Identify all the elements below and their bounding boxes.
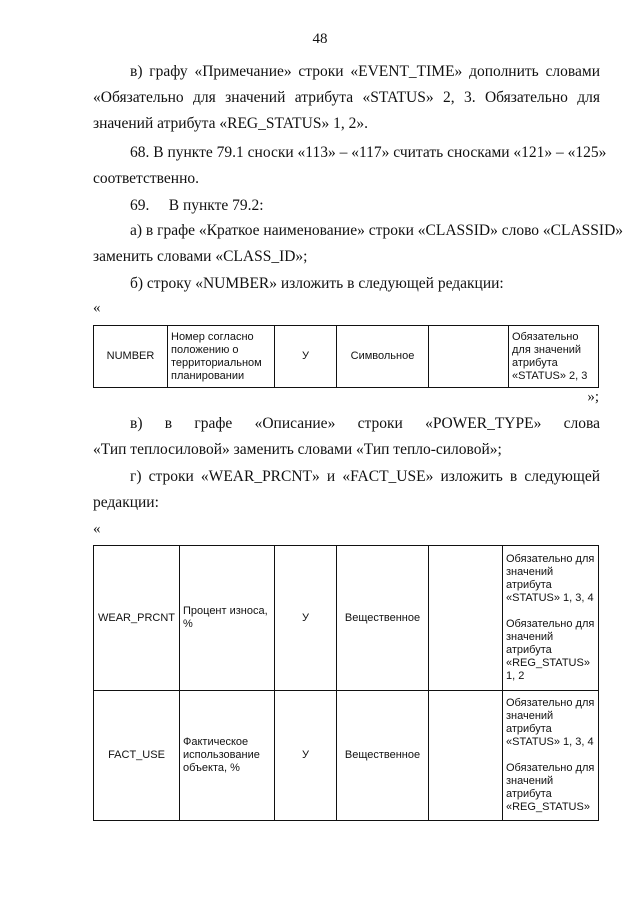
cell-required: У [275,691,337,821]
cell-type: Вещественное [337,546,429,691]
paragraph-v-event-time [93,59,600,137]
cell-name: WEAR_PRCNT [94,546,180,691]
paragraph-line: соответственно. [93,170,199,187]
cell-extra [429,691,503,821]
paragraph-g-wear-fact [93,464,600,516]
cell-extra [429,326,509,388]
table-row [94,691,599,821]
note-reg-status: Обязательно для значений атрибута «REG_STATUS» 1, 2 [506,618,595,682]
opening-quote: « [93,521,101,537]
cell-type: Символьное [337,326,429,388]
paragraph-line: 69. В пункте 79.2: [130,197,264,214]
paragraph-line: в) графу «Примечание» строки «EVENT_TIME» дополнить словами [130,63,600,80]
paragraph-b-number [93,271,600,297]
page-number: 48 [312,31,328,47]
paragraph-69 [93,193,600,219]
paragraph-line: «Тип теплосиловой» заменить словами «Тип тепло-силовой»; [93,441,502,458]
opening-quote: « [93,300,101,316]
paragraph-line: «Обязательно для значений атрибута «STATUS» 2, 3. Обязательно для [93,89,600,106]
cell-name: FACT_USE [94,691,180,821]
table-row [94,326,599,388]
note-reg-status: Обязательно для значений атрибута «REG_STATUS» [506,762,595,813]
cell-name: NUMBER [94,326,168,388]
cell-required: У [275,546,337,691]
note-status: Обязательно для значений атрибута «STATUS» 1, 3, 4 [506,697,595,748]
paragraph-a-classid [93,218,624,270]
paragraph-68 [93,140,607,192]
cell-description: Фактическое использование объекта, % [180,691,275,821]
paragraph-line: в) в графе «Описание» строки «POWER_TYPE» слова [130,415,600,432]
wear-fact-table [93,545,599,821]
closing-quote: »; [587,389,599,405]
cell-note [503,691,599,821]
cell-note [503,546,599,691]
cell-type: Вещественное [337,691,429,821]
cell-extra [429,546,503,691]
note-status: Обязательно для значений атрибута «STATUS» 1, 3, 4 [506,553,595,604]
paragraph-line: значений атрибута «REG_STATUS» 1, 2». [93,115,368,132]
note-spacer [506,605,595,618]
number-table [93,325,599,388]
cell-note: Обязательно для значений атрибута «STATUS» 2, 3 [509,326,599,388]
table-row [94,546,599,691]
paragraph-line: б) строку «NUMBER» изложить в следующей редакции: [130,275,504,292]
paragraph-line: редакции: [93,494,159,511]
paragraph-line: 68. В пункте 79.1 сноски «113» – «117» считать сносками «121» – «125» [130,144,607,161]
note-spacer [506,749,595,762]
paragraph-v-power-type [93,411,600,463]
paragraph-line: заменить словами «CLASS_ID»; [93,248,308,265]
cell-description: Номер согласно положению о территориальном планировании [168,326,275,388]
paragraph-line: г) строки «WEAR_PRCNT» и «FACT_USE» изложить в следующей [130,468,600,485]
cell-description: Процент износа, % [180,546,275,691]
paragraph-line: а) в графе «Краткое наименование» строки «CLASSID» слово «CLASSID» [130,222,624,239]
cell-required: У [275,326,337,388]
